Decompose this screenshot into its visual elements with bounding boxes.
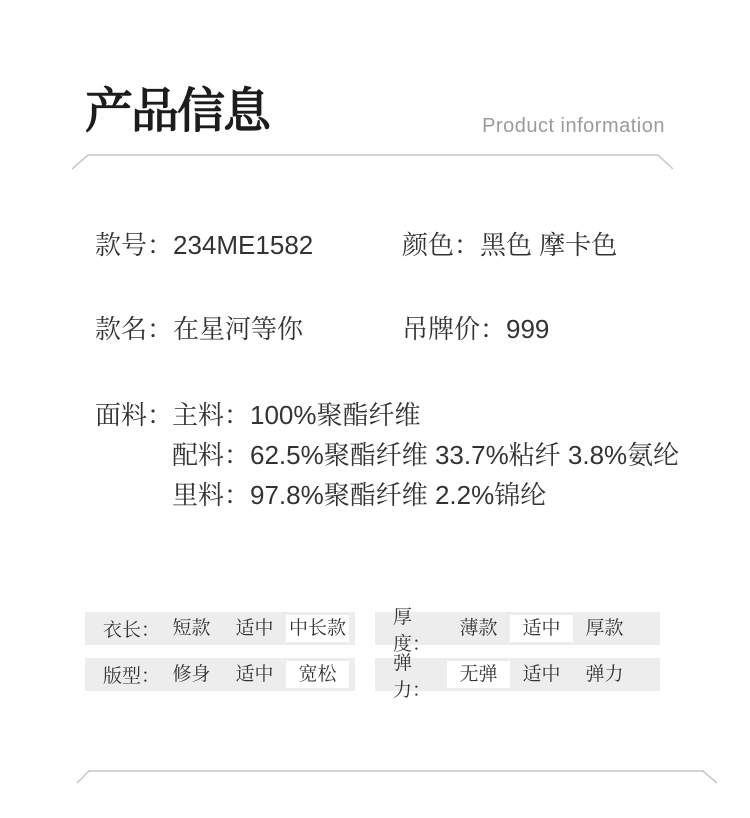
attr-option: 宽松 (286, 661, 349, 688)
detail-pair-style-name (95, 314, 303, 344)
detail-label: 颜色： (402, 230, 481, 260)
fabric-line-value: 100%聚酯纤维 (250, 400, 421, 430)
attr-option: 厚款 (585, 618, 624, 639)
attr-label: 衣长： (103, 620, 161, 641)
attr-option: 适中 (510, 615, 573, 642)
fabric-accessory-material (172, 435, 688, 475)
fabric-composition (172, 395, 688, 515)
page-title: 产品信息 (85, 85, 270, 138)
fabric-label: 面料： (95, 400, 174, 430)
attr-row-garment-length (85, 612, 355, 645)
attr-option: 适中 (522, 664, 561, 685)
attr-label: 版型： (103, 666, 161, 687)
attr-option: 中长款 (286, 615, 349, 642)
bottom-separator-line (65, 765, 725, 789)
fabric-lining-material (172, 475, 688, 515)
fabric-line-value: 97.8%聚酯纤维 2.2%锦纶 (250, 480, 547, 510)
attr-option: 薄款 (459, 618, 498, 639)
attr-label: 厚度： (393, 606, 432, 655)
attr-option: 无弹 (447, 661, 510, 688)
attr-option: 适中 (235, 618, 274, 639)
attr-option: 弹力 (585, 664, 624, 685)
page-subtitle: Product information (482, 115, 665, 137)
attr-label: 弹力： (393, 652, 432, 701)
attr-row-fit (85, 658, 355, 691)
attr-row-elasticity (375, 652, 660, 701)
fabric-line-label: 配料： (172, 440, 251, 470)
detail-value: 在星河等你 (173, 314, 304, 344)
attr-option: 适中 (235, 664, 274, 685)
detail-label: 款名： (95, 314, 174, 344)
detail-pair-style-number (95, 230, 313, 260)
attr-option: 修身 (172, 664, 211, 685)
fabric-line-value: 62.5%聚酯纤维 33.7%粘纤 3.8%氨纶 (250, 440, 680, 470)
fabric-main-material (172, 395, 688, 435)
attributes-section (85, 606, 660, 701)
detail-pair-tag-price (402, 314, 549, 344)
attr-row-thickness (375, 606, 660, 655)
detail-label: 款号： (95, 230, 174, 260)
top-separator-line (60, 148, 685, 176)
fabric-line-label: 主料： (172, 400, 251, 430)
detail-pair-color (402, 230, 617, 260)
detail-value: 234ME1582 (173, 230, 314, 260)
detail-value: 黑色 摩卡色 (480, 230, 618, 260)
attr-option: 短款 (172, 618, 211, 639)
detail-label: 吊牌价： (402, 314, 507, 344)
detail-value: 999 (506, 314, 550, 344)
fabric-line-label: 里料： (172, 480, 251, 510)
